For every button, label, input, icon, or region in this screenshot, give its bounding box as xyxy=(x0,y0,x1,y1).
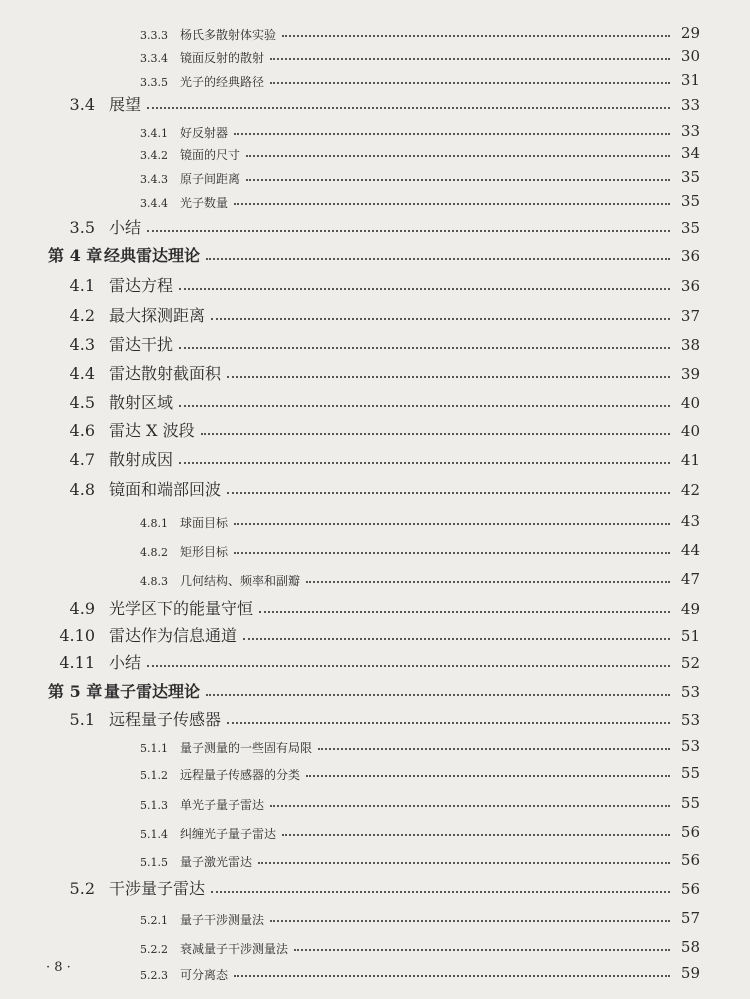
toc-entry-title: 雷达方程 xyxy=(109,276,174,295)
toc-entry-page: 44 xyxy=(680,541,700,559)
toc-entry-title: 雷达干扰 xyxy=(109,335,174,354)
toc-entry-number: 5.1.4 xyxy=(140,828,168,841)
toc-section xyxy=(0,220,700,236)
toc-entry-page: 36 xyxy=(680,247,700,265)
toc-entry-page: 33 xyxy=(680,122,700,140)
toc-entry-number: 4.11 xyxy=(59,653,95,672)
toc-entry-number: 4.6 xyxy=(69,421,95,440)
dot-leader xyxy=(179,287,670,290)
toc-entry-number: 4.8 xyxy=(69,480,95,499)
toc-entry-page: 56 xyxy=(680,851,700,869)
toc-entry-title: 散射区域 xyxy=(109,393,174,412)
toc-entry-page: 53 xyxy=(680,683,700,701)
toc-entry-title: 干涉量子雷达 xyxy=(109,879,206,898)
toc-entry-number: 3.4.4 xyxy=(140,197,168,210)
toc-entry-title: 远程量子传感器的分类 xyxy=(180,768,301,782)
dot-leader xyxy=(179,461,670,464)
toc-entry-page: 40 xyxy=(680,422,700,440)
toc-entry-page: 40 xyxy=(680,394,700,412)
toc-entry-page: 49 xyxy=(680,600,700,618)
toc-entry-page: 59 xyxy=(680,964,700,982)
toc-subsection xyxy=(0,940,700,955)
toc-section xyxy=(0,366,700,382)
toc-entry-page: 35 xyxy=(680,168,700,186)
toc-entry-number: 4.5 xyxy=(69,393,95,412)
toc-entry-title: 量子激光雷达 xyxy=(180,855,253,869)
toc-entry-page: 29 xyxy=(680,24,700,42)
dot-leader xyxy=(211,317,670,320)
dot-leader xyxy=(179,346,670,349)
toc-entry-number: 3.3.5 xyxy=(140,76,168,89)
toc-entry-page: 35 xyxy=(680,192,700,210)
toc-entry-number: 4.8.3 xyxy=(140,575,168,588)
toc-entry-page: 53 xyxy=(680,737,700,755)
toc-entry-title: 镜面反射的散射 xyxy=(180,51,265,65)
toc-section xyxy=(0,482,700,498)
toc-section xyxy=(0,712,700,728)
toc-entry-title: 衰减量子干涉测量法 xyxy=(180,942,289,956)
toc-entry-title: 光学区下的能量守恒 xyxy=(109,599,254,618)
toc-entry-page: 57 xyxy=(680,909,700,927)
dot-leader xyxy=(234,974,670,977)
toc-subsection xyxy=(0,124,700,139)
toc-entry-title: 量子干涉测量法 xyxy=(180,913,265,927)
dot-leader xyxy=(227,375,670,378)
dot-leader xyxy=(318,747,670,750)
toc-entry-number: 5.1.5 xyxy=(140,856,168,869)
toc-section xyxy=(0,337,700,353)
toc-entry-number: 4.8.2 xyxy=(140,546,168,559)
toc-entry-page: 33 xyxy=(680,96,700,114)
toc-entry-page: 56 xyxy=(680,880,700,898)
toc-entry-page: 37 xyxy=(680,307,700,325)
toc-entry-page: 52 xyxy=(680,654,700,672)
toc-entry-number: 4.4 xyxy=(69,364,95,383)
toc-entry-title: 球面目标 xyxy=(180,516,229,530)
toc-subsection xyxy=(0,853,700,868)
dot-leader xyxy=(147,106,670,109)
toc-subsection xyxy=(0,739,700,754)
dot-leader xyxy=(270,57,670,60)
toc-section xyxy=(0,601,700,617)
toc-entry-number: 5.2.1 xyxy=(140,914,168,927)
toc-entry-number: 5.2.3 xyxy=(140,969,168,982)
toc-entry-title: 经典雷达理论 xyxy=(104,246,201,265)
toc-subsection xyxy=(0,543,700,558)
toc-subsection xyxy=(0,514,700,529)
toc-section xyxy=(0,278,700,294)
toc-entry-title: 单光子量子雷达 xyxy=(180,798,265,812)
toc-entry-title: 光子的经典路径 xyxy=(180,75,265,89)
dot-leader xyxy=(179,404,670,407)
toc-entry-page: 55 xyxy=(680,764,700,782)
dot-leader xyxy=(234,522,670,525)
toc-subsection xyxy=(0,966,700,981)
toc-entry-title: 光子数量 xyxy=(180,196,229,210)
toc-entry-number: 3.4.2 xyxy=(140,149,168,162)
dot-leader xyxy=(147,229,670,232)
toc-entry-page: 58 xyxy=(680,938,700,956)
toc-entry-page: 42 xyxy=(680,481,700,499)
toc-entry-number: 第 4 章 xyxy=(48,246,103,265)
toc-entry-page: 53 xyxy=(680,711,700,729)
dot-leader xyxy=(258,861,670,864)
toc-subsection xyxy=(0,170,700,185)
toc-entry-number: 5.1.1 xyxy=(140,742,168,755)
toc-entry-title: 最大探测距离 xyxy=(109,306,206,325)
dot-leader xyxy=(211,890,670,893)
dot-leader xyxy=(147,664,670,667)
toc-entry-number: 4.2 xyxy=(69,306,95,325)
toc-entry-title: 纠缠光子量子雷达 xyxy=(180,827,277,841)
toc-entry-page: 51 xyxy=(680,627,700,645)
toc-entry-number: 4.10 xyxy=(59,626,95,645)
toc-entry-number: 4.7 xyxy=(69,450,95,469)
toc-entry-number: 4.3 xyxy=(69,335,95,354)
toc-entry-title: 杨氏多散射体实验 xyxy=(180,28,277,42)
toc-entry-number: 3.4 xyxy=(69,95,95,114)
toc-entry-number: 5.1.3 xyxy=(140,799,168,812)
dot-leader xyxy=(201,432,670,435)
toc-chapter xyxy=(0,248,700,264)
toc-entry-title: 几何结构、频率和副瓣 xyxy=(180,574,301,588)
toc-entry-number: 3.4.3 xyxy=(140,173,168,186)
toc-entry-number: 5.2 xyxy=(69,879,95,898)
toc-entry-number: 第 5 章 xyxy=(48,682,103,701)
toc-entry-title: 展望 xyxy=(109,95,142,114)
toc-entry-number: 3.3.4 xyxy=(140,52,168,65)
toc-entry-title: 可分离态 xyxy=(180,968,229,982)
toc-section xyxy=(0,452,700,468)
dot-leader xyxy=(227,721,670,724)
dot-leader xyxy=(243,637,670,640)
toc-entry-page: 39 xyxy=(680,365,700,383)
toc-entry-title: 矩形目标 xyxy=(180,545,229,559)
toc-entry-page: 56 xyxy=(680,823,700,841)
dot-leader xyxy=(206,693,670,696)
toc-section xyxy=(0,628,700,644)
dot-leader xyxy=(306,580,670,583)
dot-leader xyxy=(206,257,670,260)
toc-entry-number: 3.4.1 xyxy=(140,127,168,140)
toc-entry-number: 3.3.3 xyxy=(140,29,168,42)
dot-leader xyxy=(259,610,670,613)
toc-entry-number: 4.8.1 xyxy=(140,517,168,530)
toc-entry-title: 量子测量的一些固有局限 xyxy=(180,741,313,755)
toc-subsection xyxy=(0,73,700,88)
toc-entry-page: 31 xyxy=(680,71,700,89)
toc-entry-page: 35 xyxy=(680,219,700,237)
toc-entry-number: 5.1 xyxy=(69,710,95,729)
toc-entry-number: 5.1.2 xyxy=(140,769,168,782)
toc-subsection xyxy=(0,572,700,587)
toc-section xyxy=(0,423,700,439)
toc-entry-title: 散射成因 xyxy=(109,450,174,469)
toc-subsection xyxy=(0,796,700,811)
dot-leader xyxy=(227,491,670,494)
dot-leader xyxy=(234,551,670,554)
dot-leader xyxy=(294,948,670,951)
toc-subsection xyxy=(0,911,700,926)
toc-entry-title: 远程量子传感器 xyxy=(109,710,222,729)
toc-entry-title: 雷达散射截面积 xyxy=(109,364,222,383)
toc-entry-page: 43 xyxy=(680,512,700,530)
toc-entry-page: 36 xyxy=(680,277,700,295)
toc-section xyxy=(0,881,700,897)
dot-leader xyxy=(282,34,670,37)
toc-section xyxy=(0,395,700,411)
dot-leader xyxy=(306,774,670,777)
dot-leader xyxy=(234,202,670,205)
toc-subsection xyxy=(0,825,700,840)
dot-leader xyxy=(270,804,670,807)
dot-leader xyxy=(282,833,670,836)
toc-entry-title: 雷达 X 波段 xyxy=(109,421,195,440)
toc-entry-page: 34 xyxy=(680,144,700,162)
toc-entry-page: 30 xyxy=(680,47,700,65)
dot-leader xyxy=(234,132,670,135)
toc-entry-title: 好反射器 xyxy=(180,126,229,140)
toc-entry-page: 47 xyxy=(680,570,700,588)
toc-entry-page: 55 xyxy=(680,794,700,812)
toc-entry-title: 小结 xyxy=(109,653,142,672)
dot-leader xyxy=(246,154,670,157)
toc-subsection xyxy=(0,146,700,161)
dot-leader xyxy=(270,919,670,922)
toc-chapter xyxy=(0,684,700,700)
toc-entry-number: 5.2.2 xyxy=(140,943,168,956)
toc-entry-title: 雷达作为信息通道 xyxy=(109,626,238,645)
toc-subsection xyxy=(0,49,700,64)
toc-entry-title: 镜面和端部回波 xyxy=(109,480,222,499)
toc-entry-title: 原子间距离 xyxy=(180,172,241,186)
toc-entry-page: 41 xyxy=(680,451,700,469)
toc-section xyxy=(0,308,700,324)
toc-entry-title: 小结 xyxy=(109,218,142,237)
toc-entry-page: 38 xyxy=(680,336,700,354)
page-number: · 8 · xyxy=(46,960,71,975)
toc-section xyxy=(0,655,700,671)
toc-subsection xyxy=(0,766,700,781)
toc-entry-title: 量子雷达理论 xyxy=(104,682,201,701)
toc-entry-number: 4.1 xyxy=(69,276,95,295)
toc-subsection xyxy=(0,194,700,209)
toc-entry-number: 3.5 xyxy=(69,218,95,237)
dot-leader xyxy=(246,178,670,181)
toc-entry-number: 4.9 xyxy=(69,599,95,618)
toc-subsection xyxy=(0,26,700,41)
dot-leader xyxy=(270,81,670,84)
toc-entry-title: 镜面的尺寸 xyxy=(180,148,241,162)
toc-section xyxy=(0,97,700,113)
